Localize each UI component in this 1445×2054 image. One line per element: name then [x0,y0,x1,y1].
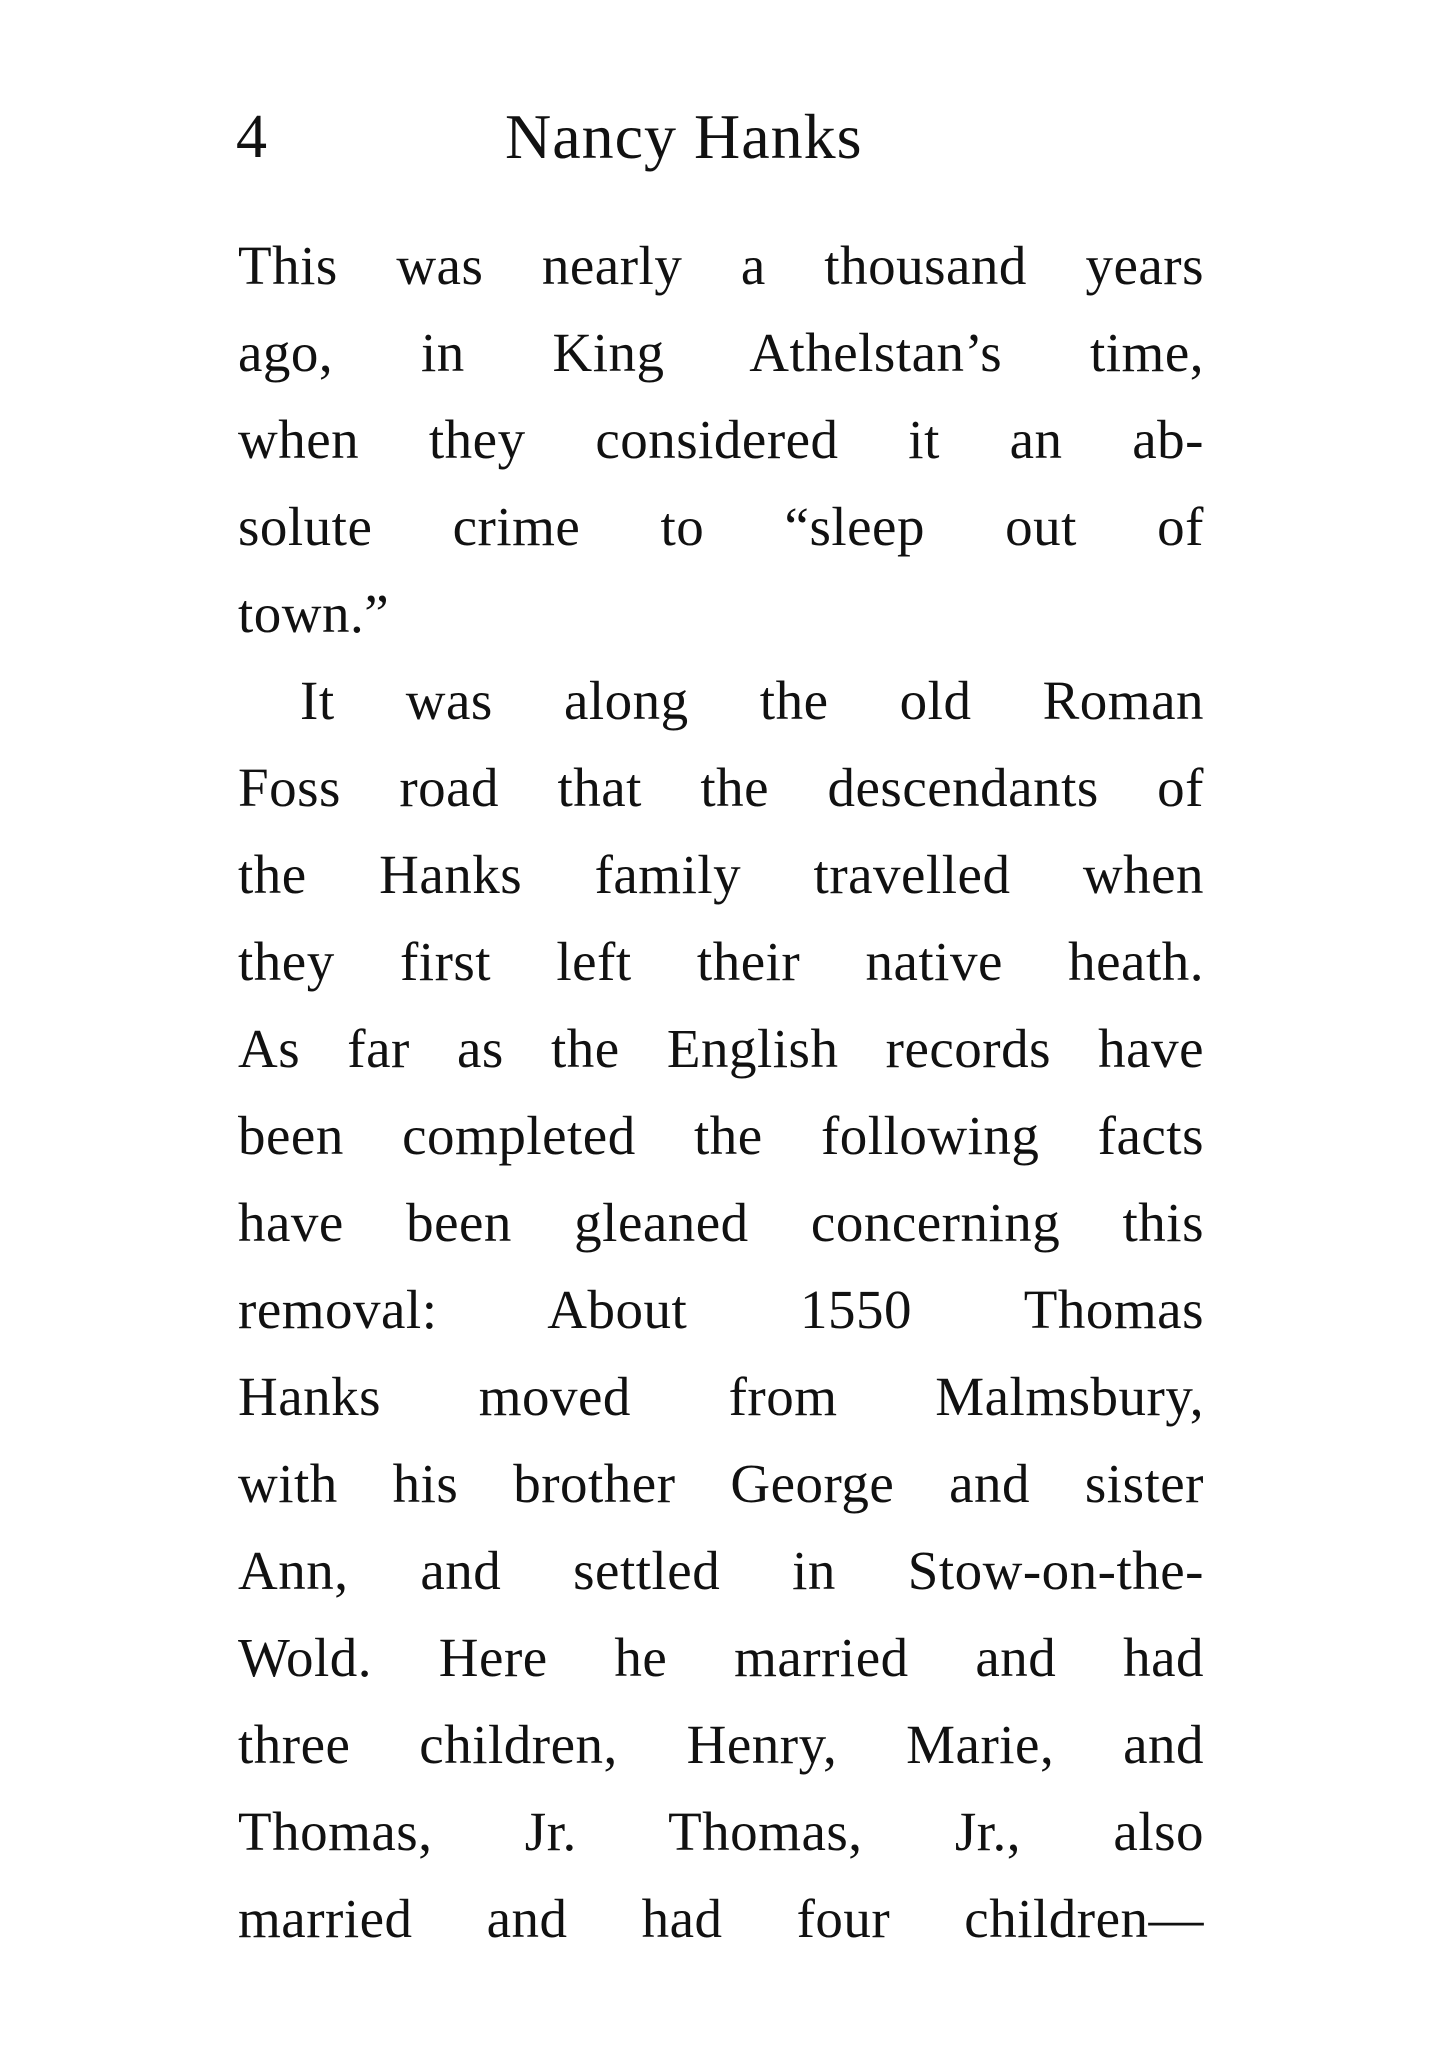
text-line: This was nearly a thousand years [238,235,1204,296]
text-line: removal: About 1550 Thomas [238,1279,1204,1340]
text-line: town.” [238,583,390,644]
text-line: the Hanks family travelled when [238,844,1204,905]
text-line: As far as the English records have [238,1018,1204,1079]
running-title: Nancy Hanks [505,101,863,172]
text-line: Foss road that the descendants of [238,757,1204,818]
text-line: solute crime to “sleep out of [238,496,1204,557]
text-line: Ann, and settled in Stow-on-the- [238,1540,1204,1601]
body-text [238,222,1204,1962]
text-line: three children, Henry, Marie, and [238,1714,1204,1775]
text-line: they first left their native heath. [238,931,1204,992]
page-number: 4 [236,103,267,171]
text-line: been completed the following facts [238,1105,1204,1166]
page-header [230,92,1210,182]
text-line: Wold. Here he married and had [238,1627,1204,1688]
text-line: when they considered it an ab- [238,409,1204,470]
text-line: with his brother George and sister [238,1453,1204,1514]
text-line: Hanks moved from Malmsbury, [238,1366,1204,1427]
text-line: Thomas, Jr. Thomas, Jr., also [238,1801,1204,1862]
text-line: ago, in King Athelstan’s time, [238,322,1204,383]
text-line: It was along the old Roman [300,670,1204,731]
text-line: married and had four children— [238,1888,1204,1949]
text-line: have been gleaned concerning this [238,1192,1204,1253]
